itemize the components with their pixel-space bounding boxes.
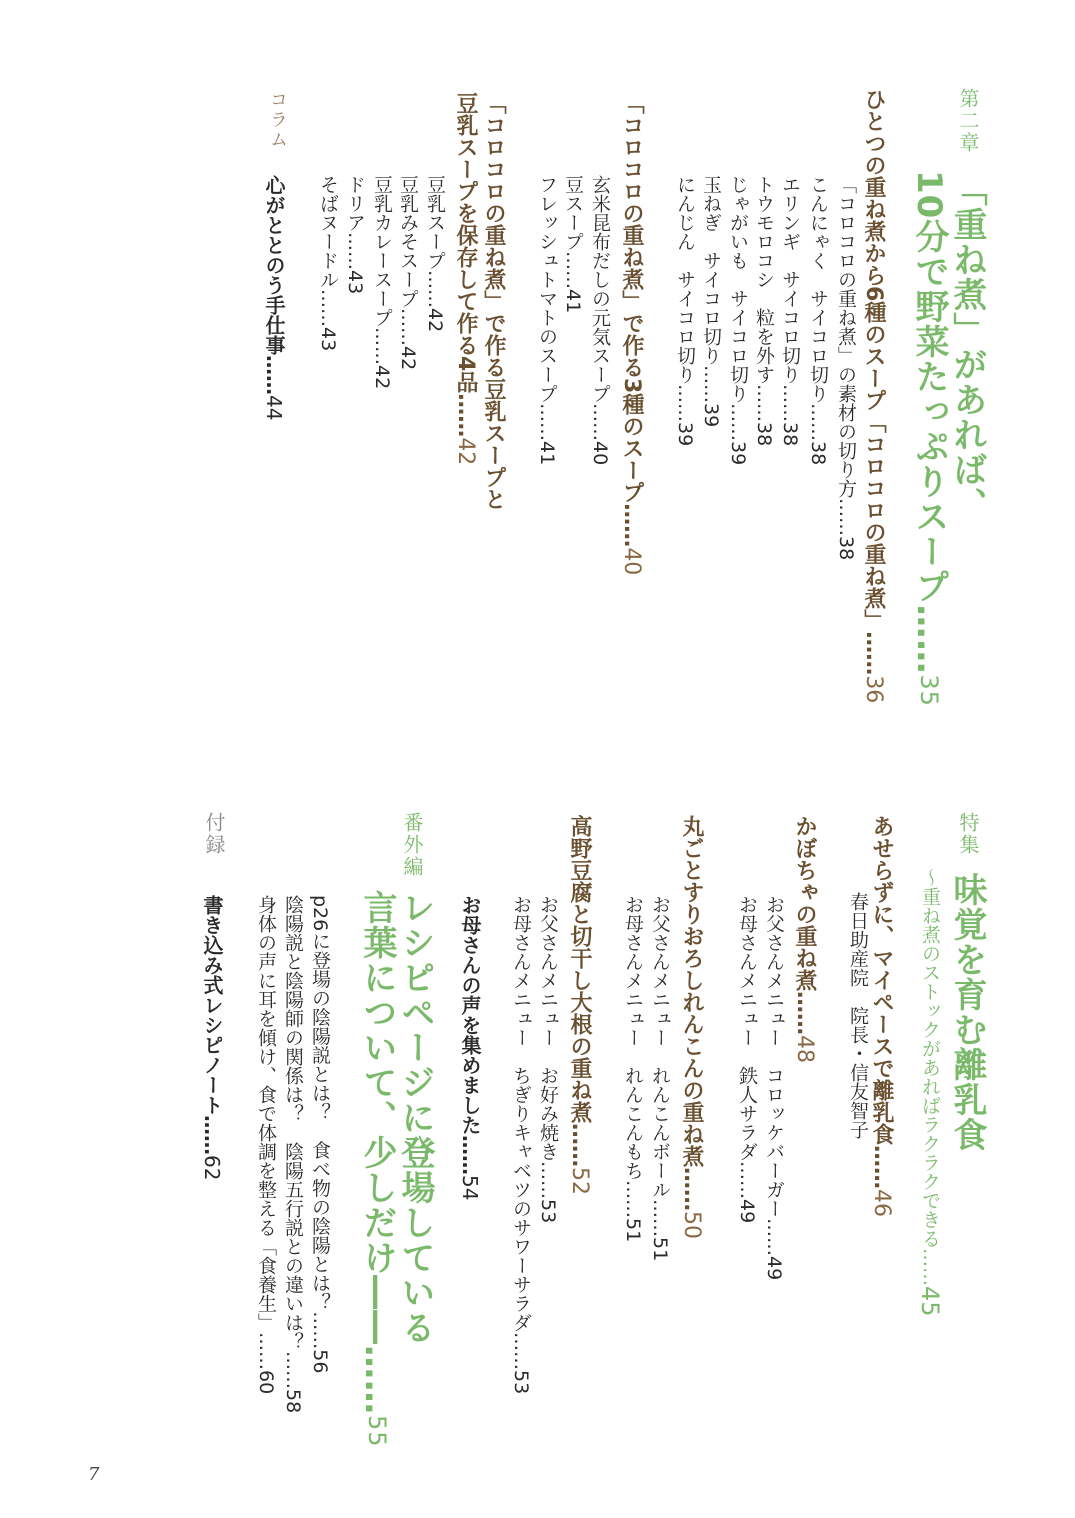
extra-page: 55 bbox=[363, 1415, 391, 1448]
chapter-title-text: 10分で野菜たっぷりスープ…… bbox=[909, 170, 949, 675]
section-title-line2[interactable] bbox=[454, 92, 476, 465]
toc-item-page: 42 bbox=[371, 365, 393, 390]
toc-item-page: 38 bbox=[779, 422, 801, 447]
toc-item[interactable] bbox=[808, 175, 827, 465]
toc-item[interactable] bbox=[425, 175, 444, 332]
section-title-text: 高野豆腐と切干し大根の重ね煮…… bbox=[567, 815, 592, 1167]
section-title-text: あせらずに、マイペースで離乳食…… bbox=[869, 815, 894, 1189]
column-label: コラム bbox=[267, 90, 288, 150]
section-page: 40 bbox=[619, 547, 644, 576]
toc-item-text: お父さんメニュー れんこんボール…… bbox=[649, 895, 671, 1237]
section-page: 36 bbox=[861, 675, 886, 704]
toc-item[interactable] bbox=[754, 175, 773, 446]
toc-item[interactable] bbox=[650, 895, 669, 1261]
special-page: 45 bbox=[916, 1286, 944, 1317]
toc-item[interactable] bbox=[537, 175, 556, 465]
chapter-label: 第二章 bbox=[956, 88, 980, 154]
toc-item[interactable] bbox=[590, 175, 609, 465]
section-page: 50 bbox=[679, 1211, 704, 1239]
toc-item[interactable] bbox=[398, 175, 417, 370]
section-title[interactable] bbox=[460, 895, 480, 1200]
toc-item-text: 豆スープ…… bbox=[562, 175, 584, 289]
toc-item-page: 39 bbox=[727, 441, 749, 466]
toc-item-page: 51 bbox=[649, 1237, 671, 1262]
toc-item[interactable] bbox=[345, 175, 364, 294]
section-page: 46 bbox=[869, 1189, 894, 1217]
toc-item-text: お母さんメニュー ちぎりキャベツのサワーサラダ…… bbox=[510, 895, 532, 1370]
section-page: 52 bbox=[567, 1167, 592, 1195]
toc-item-page: 39 bbox=[700, 403, 722, 428]
toc-item-text: 豆乳カレースープ…… bbox=[371, 175, 393, 365]
toc-item-text: じゃがいも サイコロ切り…… bbox=[727, 175, 749, 441]
toc-item-text: 玄米昆布だしの元気スープ…… bbox=[589, 175, 611, 441]
column-title[interactable] bbox=[264, 175, 284, 420]
special-title[interactable]: 味覚を育む離乳食 bbox=[947, 872, 987, 1152]
toc-item-page: 38 bbox=[753, 422, 775, 447]
special-subtitle-text: ～重ね煮のストックがあればラクラクできる…… bbox=[919, 868, 941, 1286]
toc-item-page: 51 bbox=[622, 1218, 644, 1243]
chapter-title-line2[interactable] bbox=[909, 170, 949, 707]
section-title-text: かぼちゃの重ね煮…… bbox=[792, 815, 817, 1035]
toc-item-page: 49 bbox=[763, 1256, 785, 1281]
toc-item-page: 42 bbox=[397, 346, 419, 371]
toc-item[interactable] bbox=[318, 175, 337, 351]
extra-label: 番外編 bbox=[400, 812, 424, 878]
toc-item-page: 42 bbox=[424, 308, 446, 333]
toc-item[interactable] bbox=[372, 175, 391, 389]
toc-item-text: 陰陽説と陰陽師の関係は？ 陰陽五行説との違いは？…… bbox=[282, 895, 304, 1389]
toc-item-text: エリンギ サイコロ切り…… bbox=[779, 175, 801, 422]
section-title-text: 「コロコロの重ね煮」で作る豆乳スープと bbox=[481, 92, 506, 510]
toc-item-page: 56 bbox=[309, 1349, 331, 1374]
toc-item-text: お父さんメニュー お好み焼き…… bbox=[537, 895, 559, 1199]
section-title-text: ひとつの重ね煮から6種のスープ「コロコロの重ね煮」…… bbox=[861, 88, 886, 676]
section-page: 48 bbox=[792, 1035, 817, 1063]
toc-item-text: p26に登場の陰陽説とは？ 食べ物の陰陽とは？…… bbox=[309, 895, 331, 1350]
toc-item-page: 38 bbox=[807, 441, 829, 466]
toc-item[interactable] bbox=[283, 895, 302, 1413]
toc-item[interactable] bbox=[737, 895, 756, 1223]
section-title-line1[interactable] bbox=[482, 92, 504, 510]
toc-item-text: そばヌードル…… bbox=[317, 175, 339, 327]
toc-item-text: お母さんメニュー 鉄人サラダ…… bbox=[736, 895, 758, 1199]
section-page: 42 bbox=[453, 437, 478, 466]
chapter-title-line1[interactable]: 「重ね煮」があれば、 bbox=[947, 172, 987, 522]
appendix-title-text: 書き込み式レシピノート…… bbox=[200, 895, 224, 1155]
toc-item-page: 49 bbox=[736, 1199, 758, 1224]
toc-item-text: トウモロコシ 粒を外す…… bbox=[753, 175, 775, 422]
section-title-text: 丸ごとすりおろしれんこんの重ね煮…… bbox=[679, 815, 704, 1211]
section-title[interactable] bbox=[793, 815, 815, 1063]
toc-item-text: こんにゃく サイコロ切り…… bbox=[807, 175, 829, 441]
section-title-text: 「コロコロの重ね煮」で作る3種のスープ…… bbox=[619, 92, 644, 548]
toc-item-text: 豆乳スープ…… bbox=[424, 175, 446, 308]
toc-item[interactable] bbox=[511, 895, 530, 1394]
toc-item-text: 豆乳みそスープ…… bbox=[397, 175, 419, 346]
section-title[interactable] bbox=[680, 815, 702, 1239]
toc-item-page: 41 bbox=[536, 441, 558, 466]
toc-item-text: 「コロコロの重ね煮」の素材の切り方…… bbox=[835, 175, 857, 536]
section-title-text: 豆乳スープを保存して作る4品…… bbox=[453, 92, 478, 438]
section-title[interactable] bbox=[862, 88, 884, 703]
toc-item-text: ドリア…… bbox=[344, 175, 366, 270]
toc-item[interactable] bbox=[256, 895, 275, 1394]
toc-item-page: 39 bbox=[674, 422, 696, 447]
toc-item-page: 60 bbox=[255, 1370, 277, 1395]
section-title[interactable] bbox=[568, 815, 590, 1195]
section-title[interactable] bbox=[620, 92, 642, 575]
toc-item-page: 43 bbox=[317, 327, 339, 352]
toc-item-text: 玉ねぎ サイコロ切り…… bbox=[700, 175, 722, 403]
toc-item[interactable] bbox=[701, 175, 720, 427]
toc-item-page: 40 bbox=[589, 441, 611, 466]
extra-title-line1[interactable]: レシピページに登場している bbox=[395, 890, 435, 1345]
toc-item[interactable] bbox=[310, 895, 329, 1373]
toc-item-page: 53 bbox=[510, 1370, 532, 1395]
special-author: 春日助産院 院長・信友智子 bbox=[847, 892, 869, 1139]
toc-item[interactable] bbox=[675, 175, 694, 446]
column-page: 44 bbox=[262, 395, 286, 421]
toc-item[interactable] bbox=[538, 895, 557, 1223]
toc-item-text: フレッシュトマトのスープ…… bbox=[536, 175, 558, 441]
page-number: 7 bbox=[88, 1464, 100, 1485]
toc-item[interactable] bbox=[563, 175, 582, 313]
toc-item-page: 53 bbox=[537, 1199, 559, 1224]
appendix-title[interactable] bbox=[202, 895, 222, 1180]
chapter-title-page: 35 bbox=[915, 674, 943, 707]
toc-item-page: 43 bbox=[344, 270, 366, 295]
toc-item-text: にんじん サイコロ切り…… bbox=[674, 175, 696, 422]
toc-item[interactable] bbox=[836, 175, 855, 560]
extra-title-line2[interactable] bbox=[357, 890, 397, 1448]
toc-item[interactable] bbox=[728, 175, 747, 465]
appendix-page: 62 bbox=[200, 1155, 224, 1181]
section-page: 54 bbox=[458, 1175, 482, 1201]
toc-item-page: 41 bbox=[562, 289, 584, 314]
toc-item[interactable] bbox=[764, 895, 783, 1280]
toc-item-text: 身体の声に耳を傾け、食で体調を整える「食養生」…… bbox=[255, 895, 277, 1370]
section-title[interactable] bbox=[870, 815, 892, 1217]
section-title-text: お母さんの声を集めました…… bbox=[458, 895, 482, 1175]
special-label: 特集 bbox=[956, 812, 980, 856]
column-title-text: 心がととのう手仕事…… bbox=[262, 175, 286, 395]
toc-item-text: お父さんメニュー コロッケバーガー…… bbox=[763, 895, 785, 1256]
appendix-label: 付録 bbox=[202, 812, 226, 856]
toc-item-page: 58 bbox=[282, 1389, 304, 1414]
toc-item-page: 38 bbox=[835, 536, 857, 561]
special-subtitle[interactable] bbox=[918, 868, 942, 1317]
toc-item-text: お母さんメニュー れんこんもち…… bbox=[622, 895, 644, 1218]
toc-item[interactable] bbox=[780, 175, 799, 446]
extra-title-text: 言葉について、少しだけ――…… bbox=[357, 890, 397, 1415]
toc-item[interactable] bbox=[623, 895, 642, 1242]
